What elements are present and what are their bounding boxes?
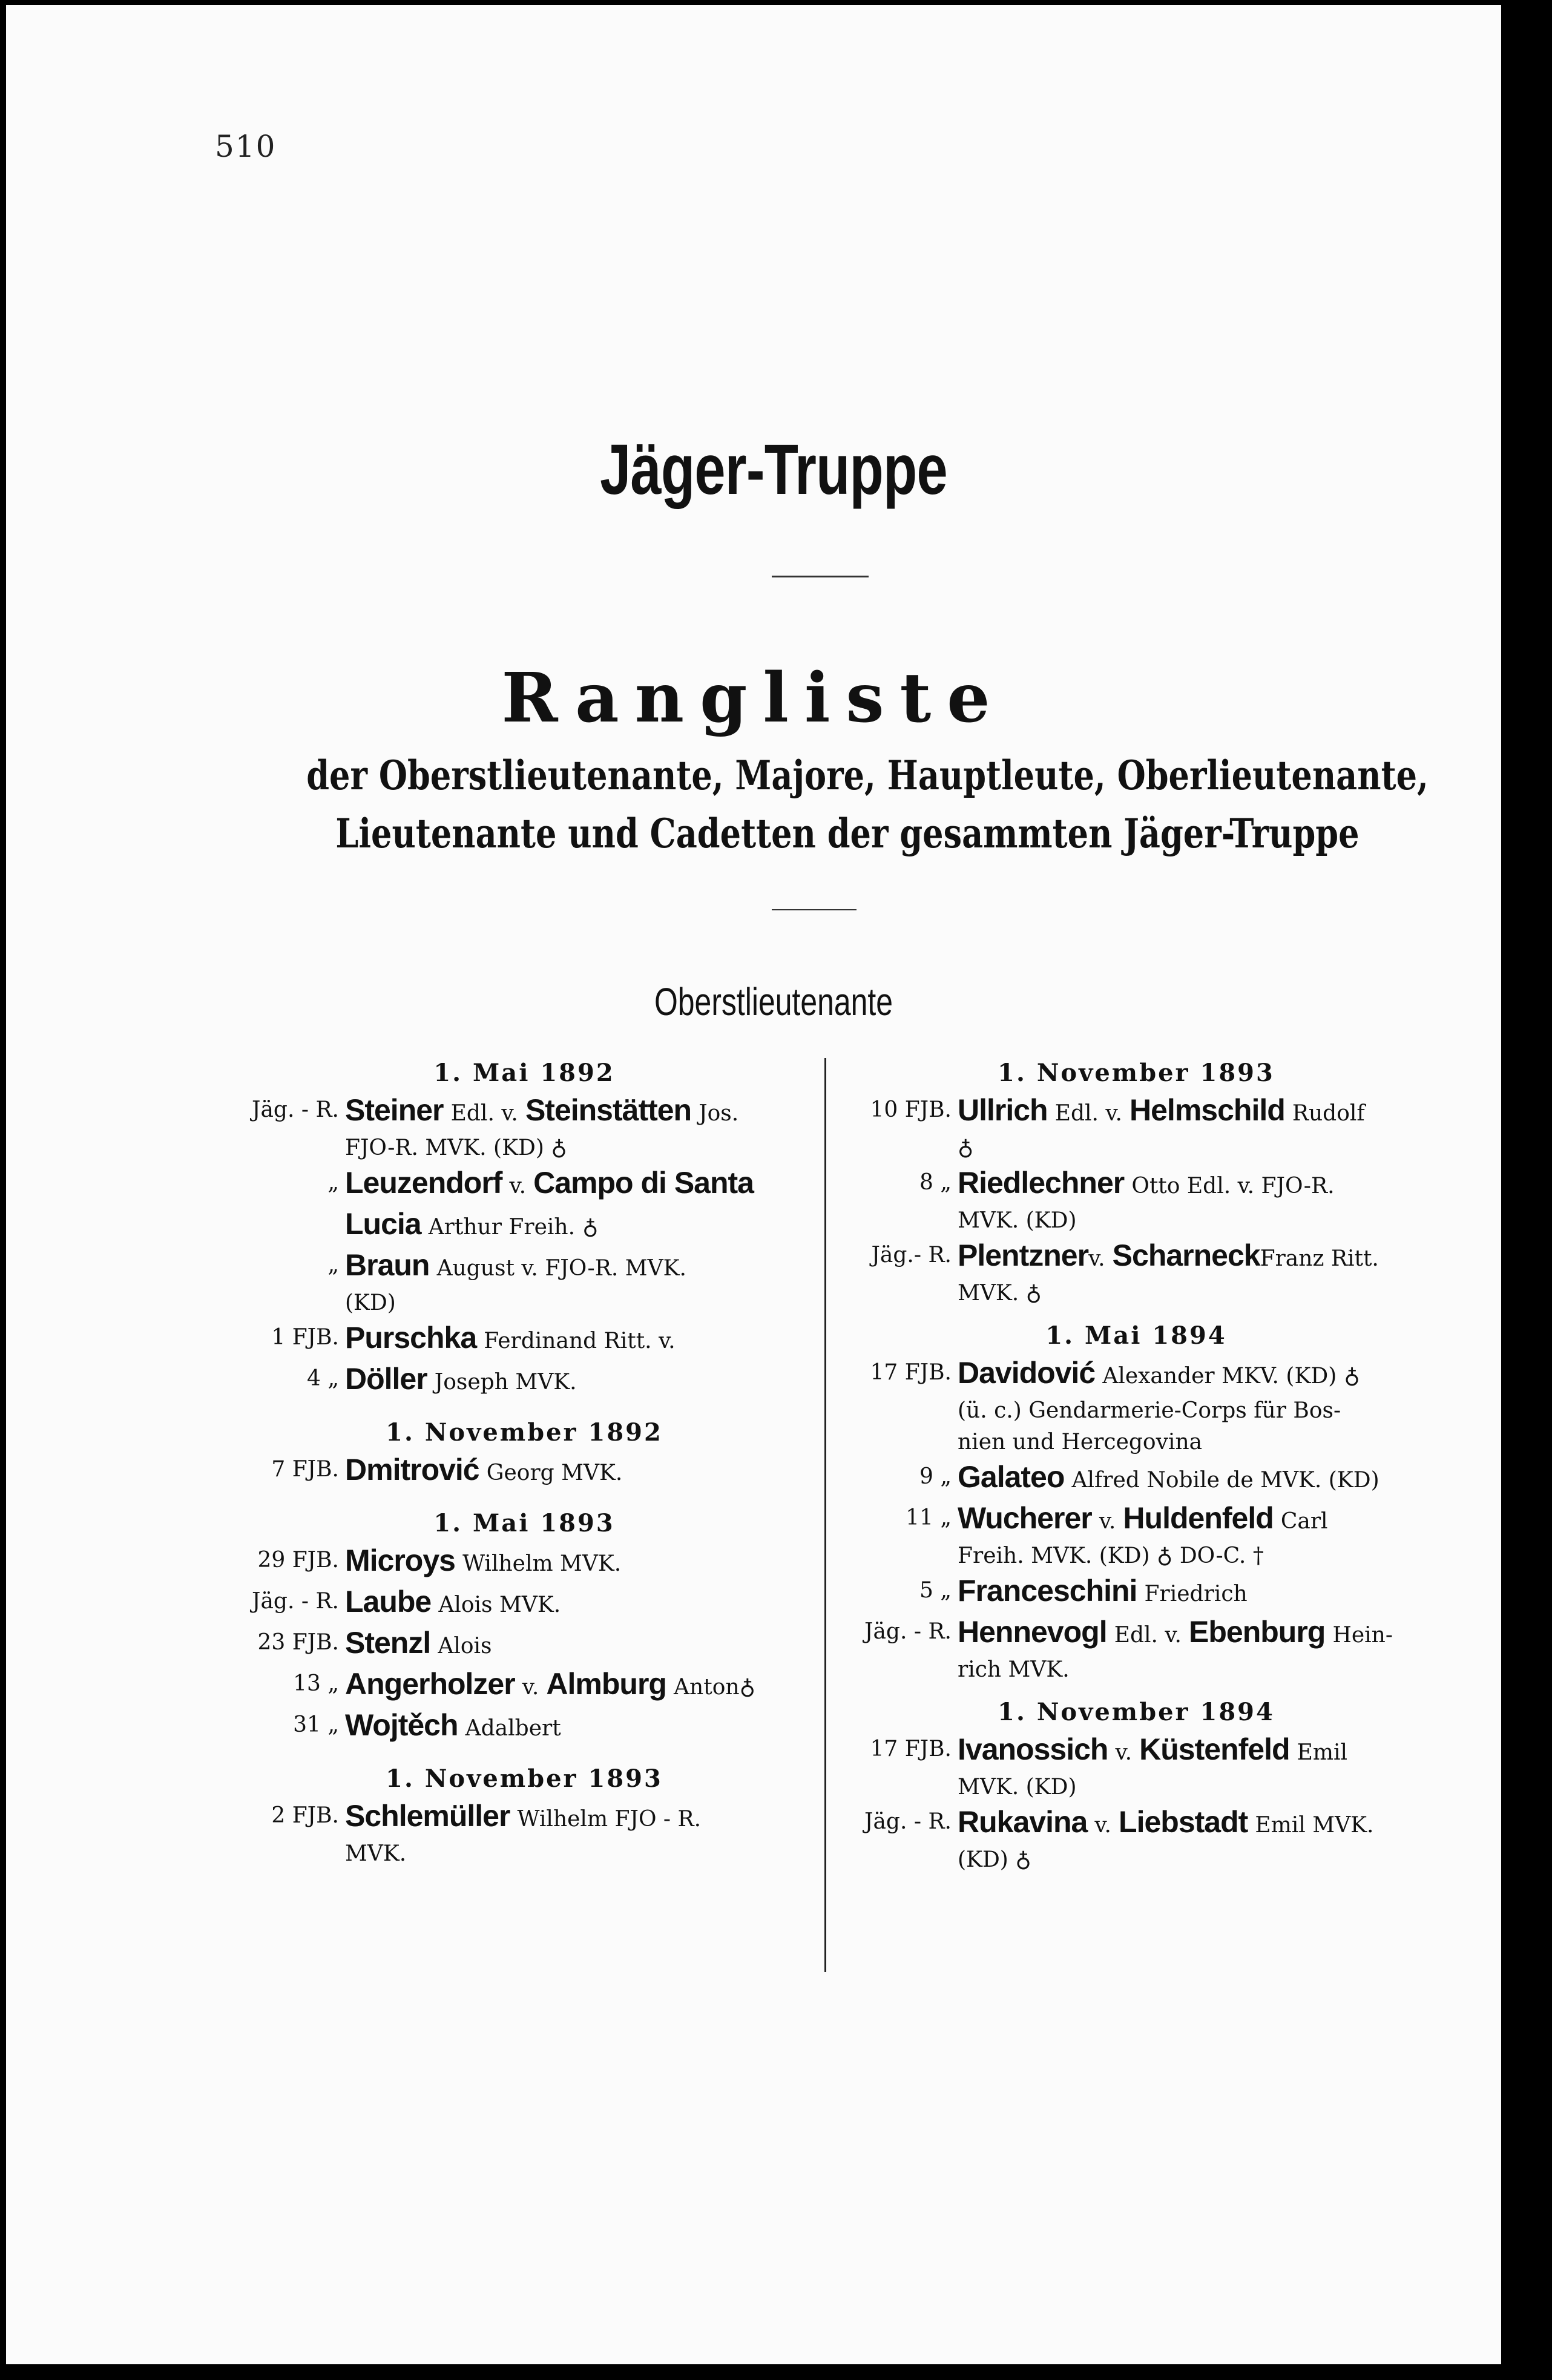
surname: Galateo bbox=[958, 1460, 1065, 1494]
date-heading: 1. November 1893 bbox=[386, 1764, 663, 1793]
list-item: Jäg. - R. Hennevogl Edl. v. Ebenburg Hein- rich MVK. bbox=[837, 1613, 1436, 1686]
date-heading: 1. November 1893 bbox=[998, 1059, 1275, 1087]
order-icon: ♁ bbox=[582, 1215, 599, 1240]
unit-prefix: „ bbox=[327, 1170, 339, 1195]
unit-prefix: Jäg. - R. bbox=[864, 1809, 952, 1834]
surname: Riedlechner bbox=[958, 1166, 1125, 1200]
order-icon: ♁ bbox=[551, 1136, 567, 1160]
surname: Wucherer bbox=[958, 1501, 1092, 1535]
surname: Franceschini bbox=[958, 1574, 1137, 1608]
surname: Ivanossich bbox=[958, 1732, 1108, 1766]
page-title: Jäger-Truppe bbox=[600, 430, 947, 510]
surname: Döller bbox=[345, 1362, 427, 1396]
predicate: Küstenfeld bbox=[1139, 1732, 1290, 1766]
dagger-icon: † bbox=[1252, 1543, 1264, 1568]
list-item: 10 FJB. Ullrich Edl. v. Helmschild Rudolf ♁ bbox=[837, 1091, 1436, 1164]
surname: Purschka bbox=[345, 1321, 477, 1355]
unit-prefix: Jäg. - R. bbox=[864, 1619, 952, 1644]
predicate: Scharneck bbox=[1112, 1238, 1260, 1272]
list-item: 5 „ Franceschini Friedrich bbox=[837, 1572, 1436, 1613]
predicate: Helmschild bbox=[1129, 1093, 1285, 1127]
surname: Schlemüller bbox=[345, 1799, 510, 1833]
predicate: Almburg bbox=[546, 1667, 666, 1701]
unit-prefix: 1 FJB. bbox=[271, 1325, 339, 1350]
date-heading: 1. Mai 1894 bbox=[1045, 1321, 1227, 1350]
predicate: Ebenburg bbox=[1189, 1615, 1326, 1649]
surname: Dmitrović bbox=[345, 1453, 479, 1487]
left-column bbox=[224, 1055, 824, 1870]
order-icon: ♁ bbox=[1025, 1281, 1042, 1306]
heading-divider bbox=[772, 909, 857, 910]
document-page bbox=[6, 5, 1501, 2364]
order-icon: ♁ bbox=[958, 1136, 974, 1160]
page-number: 510 bbox=[215, 129, 277, 164]
unit-prefix: „ bbox=[327, 1252, 339, 1277]
date-heading: 1. Mai 1892 bbox=[433, 1059, 615, 1087]
unit-prefix: Jäg. - R. bbox=[252, 1097, 339, 1122]
unit-prefix: 17 FJB. bbox=[870, 1737, 952, 1761]
unit-prefix: 8 „ bbox=[919, 1170, 952, 1195]
section-title: Oberstlieutenante bbox=[654, 980, 893, 1024]
list-item: Jäg. - R. Steiner Edl. v. Steinstätten Jos. FJO-R. MVK. (KD) ♁ bbox=[224, 1091, 824, 1164]
title-divider bbox=[772, 576, 869, 577]
list-item: „ Leuzendorf v. Campo di Santa Lucia Arthur Freih. ♁ bbox=[224, 1164, 824, 1246]
list-item: 7 FJB. Dmitrović Georg MVK. bbox=[224, 1451, 824, 1492]
list-subheading bbox=[306, 746, 1429, 863]
order-icon: ♁ bbox=[1015, 1847, 1031, 1872]
list-item: 17 FJB. Davidović Alexander MKV. (KD) ♁ (ü. c.) Gendarmerie-Corps für Bos- nien und Hercegovina bbox=[837, 1354, 1436, 1458]
list-item: 8 „ Riedlechner Otto Edl. v. FJO-R. MVK. (KD) bbox=[837, 1164, 1436, 1237]
unit-prefix: 10 FJB. bbox=[870, 1097, 952, 1122]
unit-prefix: 7 FJB. bbox=[271, 1457, 339, 1482]
list-item: 23 FJB. Stenzl Alois bbox=[224, 1624, 824, 1665]
surname: Davidović bbox=[958, 1356, 1096, 1390]
list-item: 9 „ Galateo Alfred Nobile de MVK. (KD) bbox=[837, 1458, 1436, 1499]
unit-prefix: 17 FJB. bbox=[870, 1360, 952, 1385]
list-item: 2 FJB. Schlemüller Wilhelm FJO - R. MVK. bbox=[224, 1797, 824, 1870]
order-icon: ♁ bbox=[739, 1675, 755, 1700]
surname: Laube bbox=[345, 1585, 432, 1619]
column-divider bbox=[824, 1058, 826, 1972]
surname: Ullrich bbox=[958, 1093, 1048, 1127]
unit-prefix: 4 „ bbox=[307, 1366, 339, 1391]
date-heading: 1. November 1894 bbox=[998, 1698, 1275, 1726]
list-item: 17 FJB. Ivanossich v. Küstenfeld Emil MVK. (KD) bbox=[837, 1731, 1436, 1803]
subheading-line-1: der Oberstlieutenante, Majore, Hauptleute, Oberlieutenante, bbox=[306, 752, 1429, 799]
list-item: „ Braun August v. FJO-R. MVK. (KD) bbox=[224, 1246, 824, 1319]
date-heading: 1. November 1892 bbox=[386, 1418, 663, 1447]
unit-prefix: 31 „ bbox=[293, 1712, 339, 1737]
list-item: 13 „ Angerholzer v. Almburg Anton♁ bbox=[224, 1665, 824, 1706]
unit-prefix: 2 FJB. bbox=[271, 1803, 339, 1828]
list-item: 31 „ Wojtěch Adalbert bbox=[224, 1706, 824, 1747]
surname: Wojtěch bbox=[345, 1708, 458, 1742]
surname: Leuzendorf bbox=[345, 1166, 502, 1200]
list-item: 29 FJB. Microys Wilhelm MVK. bbox=[224, 1542, 824, 1583]
order-icon: ♁ bbox=[1344, 1364, 1360, 1389]
list-item: 4 „ Döller Joseph MVK. bbox=[224, 1360, 824, 1401]
list-heading: Rangliste bbox=[501, 659, 1006, 738]
unit-prefix: 5 „ bbox=[919, 1578, 952, 1603]
list-item: 1 FJB. Purschka Ferdinand Ritt. v. bbox=[224, 1319, 824, 1360]
order-icon: ♁ bbox=[1157, 1543, 1173, 1568]
predicate: Huldenfeld bbox=[1123, 1501, 1274, 1535]
unit-prefix: Jäg. - R. bbox=[252, 1589, 339, 1614]
subheading-line-2: Lieutenante und Cadetten der gesammten Jäger-Truppe bbox=[335, 810, 1360, 857]
surname: Hennevogl bbox=[958, 1615, 1107, 1649]
date-heading: 1. Mai 1893 bbox=[433, 1509, 615, 1537]
surname: Plentzner bbox=[958, 1238, 1089, 1272]
list-item: 11 „ Wucherer v. Huldenfeld Carl Freih. MVK. (KD) ♁ DO-C. † bbox=[837, 1499, 1436, 1572]
surname: Microys bbox=[345, 1543, 455, 1577]
unit-prefix: 11 „ bbox=[906, 1505, 952, 1530]
surname: Steiner bbox=[345, 1093, 444, 1127]
list-item: Jäg. - R. Rukavina v. Liebstadt Emil MVK. (KD) ♁ bbox=[837, 1803, 1436, 1876]
surname: Braun bbox=[345, 1248, 430, 1282]
surname: Rukavina bbox=[958, 1805, 1088, 1839]
predicate: Campo di Santa bbox=[533, 1166, 754, 1200]
unit-prefix: 13 „ bbox=[293, 1671, 339, 1696]
unit-prefix: 23 FJB. bbox=[257, 1630, 339, 1655]
unit-prefix: 29 FJB. bbox=[257, 1548, 339, 1573]
unit-prefix: Jäg.- R. bbox=[871, 1243, 952, 1267]
surname: Stenzl bbox=[345, 1626, 431, 1660]
list-item: Jäg. - R. Laube Alois MVK. bbox=[224, 1583, 824, 1624]
list-item: Jäg.- R. Plentznerv. ScharneckFranz Ritt. MVK. ♁ bbox=[837, 1237, 1436, 1309]
unit-prefix: 9 „ bbox=[919, 1464, 952, 1489]
right-column bbox=[837, 1055, 1436, 1876]
predicate: Steinstätten bbox=[525, 1093, 692, 1127]
surname: Angerholzer bbox=[345, 1667, 515, 1701]
predicate: Liebstadt bbox=[1119, 1805, 1248, 1839]
